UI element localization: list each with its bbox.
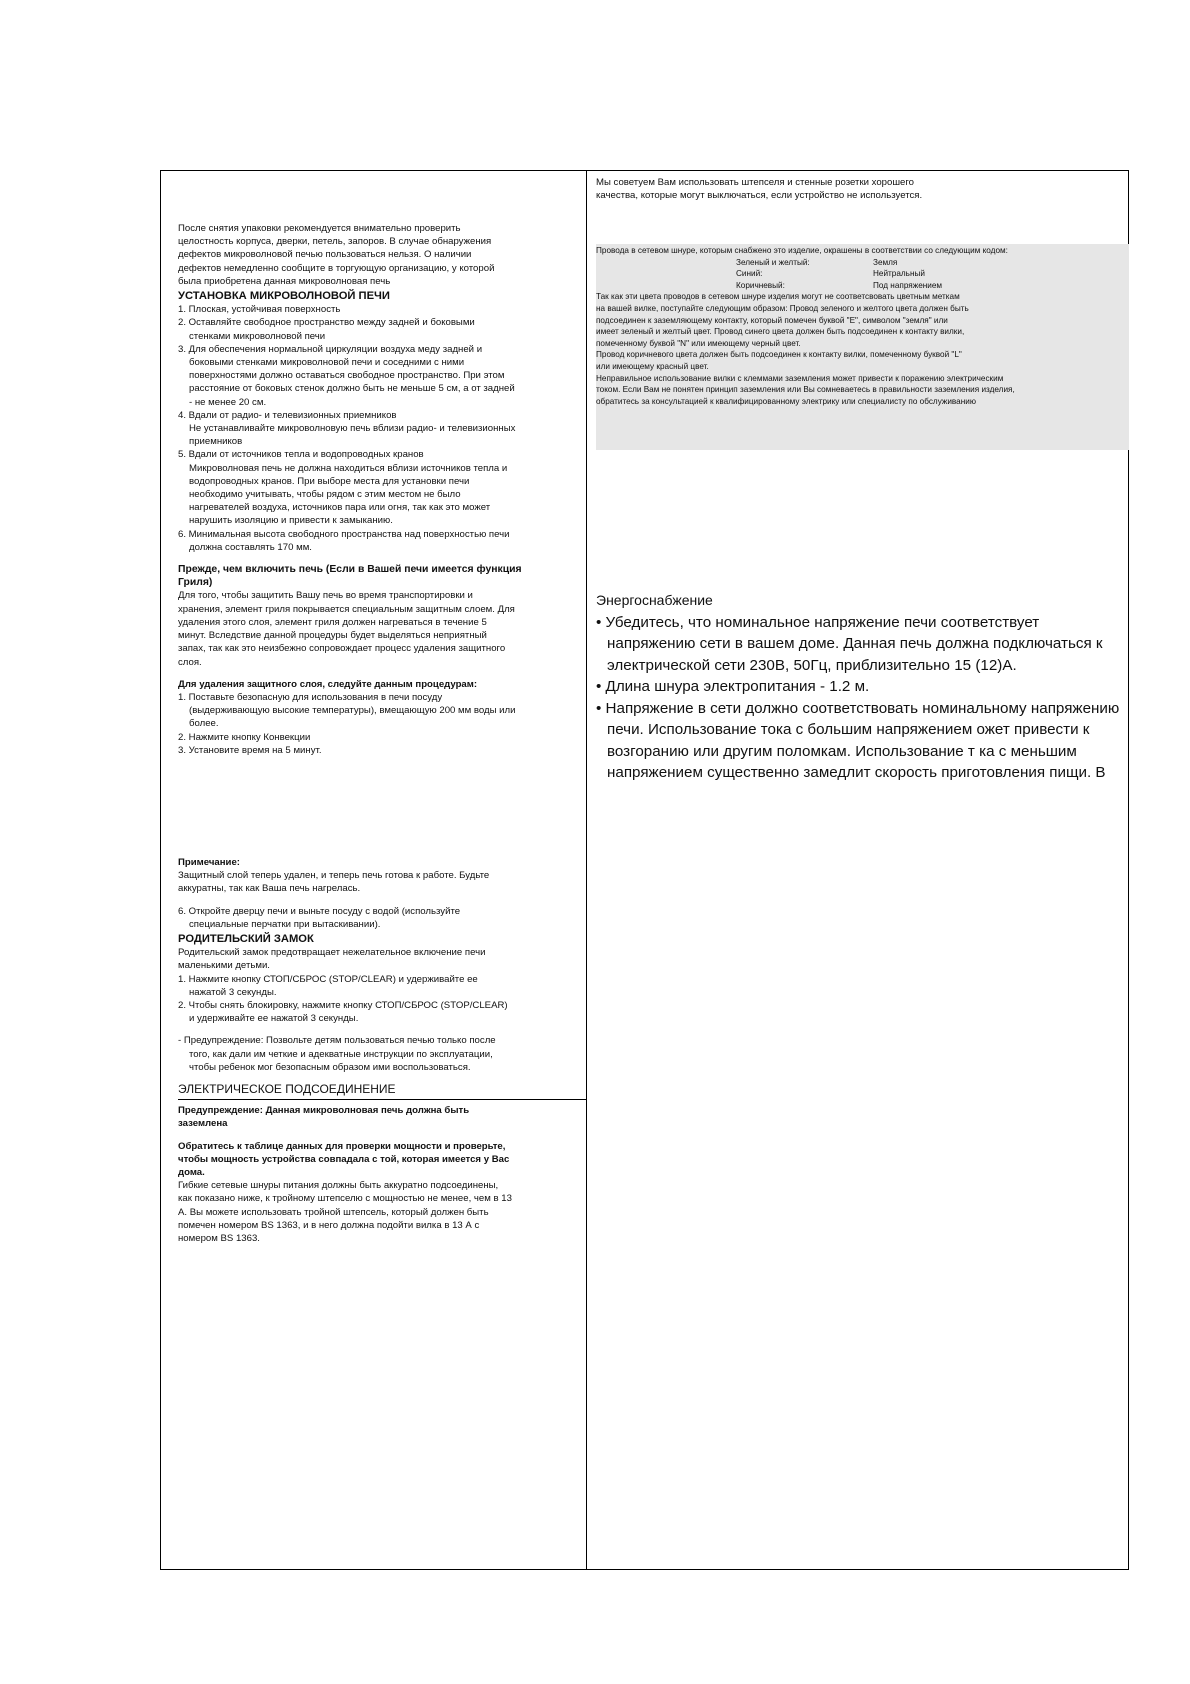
text-line: хранения, элемент гриля покрывается специальным защитным слоем. Для [178, 603, 515, 615]
list-item: 1. Нажмите кнопку СТОП/СБРОС (STOP/CLEAR) и удерживайте ее [178, 973, 478, 985]
text-line: Для того, чтобы защитить Вашу печь во время транспортировки и [178, 590, 473, 602]
list-item: (выдерживающую высокие температуры), вмещающую 200 мм воды или [189, 705, 516, 717]
step-6 [178, 905, 586, 931]
text-line: или имеющему красный цвет. [596, 361, 709, 371]
list-item: чтобы ребенок мог безопасным образом ими воспользоваться. [189, 1061, 471, 1073]
list-item: 2. Чтобы снять блокировку, нажмите кнопку СТОП/СБРОС (STOP/CLEAR) [178, 999, 508, 1011]
list-item: стенками микроволновой печи [189, 330, 326, 342]
list-item: должна составлять 170 мм. [189, 541, 312, 553]
list-item: водопроводных кранов. При выборе места для установки печи [189, 475, 470, 487]
column-divider [586, 170, 587, 1570]
list-item: и удерживайте ее нажатой 3 секунды. [189, 1013, 359, 1025]
list-item: напряжению сети в вашем доме. Данная печь должна подключаться к [607, 635, 1103, 652]
text-line: Провод коричневого цвета должен быть подсоединен к контакту вилки, помеченному буквой "L" [596, 350, 962, 360]
wire-color-row [596, 257, 1129, 269]
list-item: нарушить изоляцию и привести к замыканию. [189, 515, 393, 527]
text-line: удаления этого слоя, элемент гриля должен нагреваться в течение 5 [178, 616, 487, 628]
list-item: 5. Вдали от источников тепла и водопроводных кранов [178, 449, 424, 461]
text-line: минут. Вследствие данной процедуры будет выделяться неприятный [178, 630, 487, 642]
text-line: Так как эти цвета проводов в сетевом шнуре изделия могут не соответсвовать цветным меткам [596, 292, 960, 302]
wire-color-box [596, 244, 1129, 450]
wire-instructions [596, 291, 1129, 407]
child-warning [178, 1034, 586, 1074]
text-line: Мы советуем Вам использовать штепселя и стенные розетки хорошего [596, 177, 915, 188]
heading-line: Прежде, чем включить печь (Если в Вашей печи имеется функция [178, 564, 522, 576]
list-item: 6. Минимальная высота свободного пространства над поверхностью печи [178, 528, 510, 540]
text-line: А. Вы можете использовать тройной штепсель, который должен быть [178, 1206, 489, 1218]
text-line: После снятия упаковки рекомендуется внимательно проверить [178, 223, 461, 234]
grill-heading [178, 563, 586, 589]
text-line: током. Если Вам не понятен принцип заземления или Вы сомневаетесь в правильности заземления изделия, [596, 385, 1015, 395]
text-line: имеет зеленый и желтый цвет. Провод синего цвета должен быть подсоединен к контакту вилки, [596, 327, 965, 337]
parental-lock-paragraph [178, 946, 586, 1025]
list-item: маленькими детьми. [178, 960, 270, 972]
text-line: как показано ниже, к тройному штепселю с мощностью не менее, чем в 13 [178, 1193, 512, 1205]
wire-color-name: Коричневый: [736, 280, 785, 290]
list-item: печи. Использование тока с большим напряжением ожет привести к [607, 721, 1090, 738]
spacer [178, 757, 586, 856]
removal-steps [178, 691, 586, 757]
electrical-heading: ЭЛЕКТРИЧЕСКОЕ ПОДСОЕДИНЕНИЕ [178, 1083, 586, 1100]
list-item: Микроволновая печь не должна находиться вблизи источников тепла и [189, 462, 508, 474]
text-line: дома. [178, 1166, 205, 1178]
unpacking-paragraph [178, 222, 586, 288]
table-indent [596, 268, 736, 280]
text-line: Предупреждение: Данная микроволновая печь должна быть [178, 1105, 470, 1117]
energy-section [596, 590, 1129, 784]
text-line: дефектов микроволновой печью пользоваться нельзя. О наличии [178, 249, 472, 261]
text-line: слоя. [178, 656, 202, 668]
table-indent [596, 257, 736, 269]
list-item: 3. Установите время на 5 минут. [178, 744, 322, 756]
text-line: была приобретена данная микроволновая печь [178, 275, 391, 287]
left-column [178, 222, 586, 1562]
list-item: приемников [189, 436, 243, 448]
list-item: 2. Оставляйте свободное пространство между задней и боковыми [178, 317, 475, 329]
text-line: помеченному буквой "N" или имеющему черный цвет. [596, 338, 801, 348]
note-heading: Примечание: [178, 856, 240, 868]
wire-color-table [596, 257, 1129, 292]
energy-heading: Энергоснабжение [596, 592, 713, 608]
list-item: 4. Вдали от радио- и телевизионных приемников [178, 409, 397, 421]
note-paragraph [178, 869, 586, 895]
list-item: Не устанавливайте микроволновую печь вблизи радио- и телевизионных [189, 423, 516, 435]
text-line: подсоединен к заземляющему контакту, который помечен буквой "E", символом "земля" или [596, 315, 948, 325]
heading-line: Гриля) [178, 577, 213, 589]
text-line: заземлена [178, 1118, 228, 1130]
list-item: того, как дали им четкие и адекватные инструкции по эксплуатации, [189, 1048, 493, 1060]
installation-heading: УСТАНОВКА МИКРОВОЛНОВОЙ ПЕЧИ [178, 290, 390, 303]
list-item: необходимо учитывать, чтобы рядом с этим местом не было [189, 489, 461, 501]
table-indent [596, 280, 736, 292]
list-item: более. [189, 718, 219, 730]
list-item: • Убедитесь, что номинальное напряжение печи соответствует [596, 613, 1040, 631]
text-line: качества, которые могут выключаться, если устройство не используется. [596, 190, 923, 202]
grounding-warning [178, 1104, 586, 1130]
wire-color-meaning: Земля [873, 257, 898, 267]
list-item: 2. Нажмите кнопку Конвекции [178, 731, 311, 743]
list-item: 1. Плоская, устойчивая поверхность [178, 304, 341, 316]
list-item: нажатой 3 секунды. [189, 986, 277, 998]
list-item: - Предупреждение: Позвольте детям пользоваться печью только после [178, 1035, 496, 1047]
list-item: специальные перчатки при вытаскивании). [189, 918, 381, 930]
list-item: возгоранию или другим поломкам. Использование т ка с меньшим [607, 742, 1077, 760]
wire-color-meaning: Под напряжением [873, 280, 943, 290]
removal-heading: Для удаления защитного слоя, следуйте данным процедурам: [178, 678, 478, 690]
energy-list [596, 612, 1129, 784]
list-item: нагревателей воздуха, источников пара или огня, так как это может [189, 502, 491, 514]
list-item: 6. Откройте дверцу печи и выньте посуду с водой (используйте [178, 905, 461, 917]
text-line: на вашей вилке, поступайте следующим образом: Провод зеленого и желтого цвета должен быть [596, 303, 969, 313]
list-item: напряжением существенно замедлит скорость приготовления пищи. В [607, 764, 1106, 781]
list-item: поверхностями должно оставаться свободное пространство. При этом [189, 370, 505, 382]
list-item: расстояние от боковых стенок должно быть не меньше 5 см, а от задней [189, 383, 515, 395]
list-item: электрической сети 230В, 50Гц, приблизительно 15 (12)А. [607, 656, 1017, 674]
wire-color-name: Зеленый и желтый: [736, 257, 810, 267]
text-line: помечен номером BS 1363, и в него должна подойти вилка в 13 А с [178, 1219, 480, 1231]
list-item: • Длина шнура электропитания - 1.2 м. [596, 678, 870, 695]
list-item: - не менее 20 см. [189, 396, 267, 408]
text-line: обратитесь за консультацией к квалифицированному электрику или специалисту по обслуживанию [596, 396, 976, 406]
text-line: Неправильное использование вилки с клеммами заземления может привести к поражению электрическим [596, 373, 1004, 383]
list-item: • Напряжение в сети должно соответствовать номинальному напряжению [596, 699, 1120, 717]
plug-advice [596, 176, 1128, 202]
text-line: Защитный слой теперь удален, и теперь печь готова к работе. Будьте [178, 870, 490, 882]
wire-color-row [596, 268, 1129, 280]
list-item: 3. Для обеспечения нормальной циркуляции воздуха меду задней и [178, 343, 483, 355]
installation-list [178, 303, 586, 554]
list-item: Родительский замок предотвращает нежелательное включение печи [178, 947, 486, 959]
list-item: 1. Поставьте безопасную для использования в печи посуду [178, 691, 443, 703]
power-check [178, 1140, 586, 1180]
text-line: дефектов немедленно сообщите в торгующую организацию, у которой [178, 262, 495, 274]
text-line: Обратитесь к таблице данных для проверки мощности и проверьте, [178, 1140, 506, 1152]
wire-color-name: Синий: [736, 269, 763, 279]
power-cord-paragraph [178, 1179, 586, 1245]
text-line: целостность корпуса, дверки, петель, запоров. В случае обнаружения [178, 236, 492, 248]
wire-color-header: Провода в сетевом шнуре, которым снабжено это изделие, окрашены в соответствии со следующим кодом: [596, 246, 1008, 255]
text-line: запах, так как это неизбежно сопровождает процесс удаления защитного [178, 643, 506, 655]
text-line: чтобы мощность устройства совпадала с той, которая имеется у Вас [178, 1153, 510, 1165]
list-item: боковыми стенками микроволновой печи и соседними с ними [189, 357, 465, 369]
text-line: номером BS 1363. [178, 1233, 260, 1244]
text-line: Гибкие сетевые шнуры питания должны быть аккуратно подсоединены, [178, 1180, 499, 1192]
text-line: аккуратны, так как Ваша печь нагрелась. [178, 883, 361, 895]
wire-color-meaning: Нейтральный [873, 269, 925, 279]
grill-paragraph [178, 589, 586, 668]
parental-lock-heading: РОДИТЕЛЬСКИЙ ЗАМОК [178, 932, 314, 945]
wire-color-row [596, 280, 1129, 292]
